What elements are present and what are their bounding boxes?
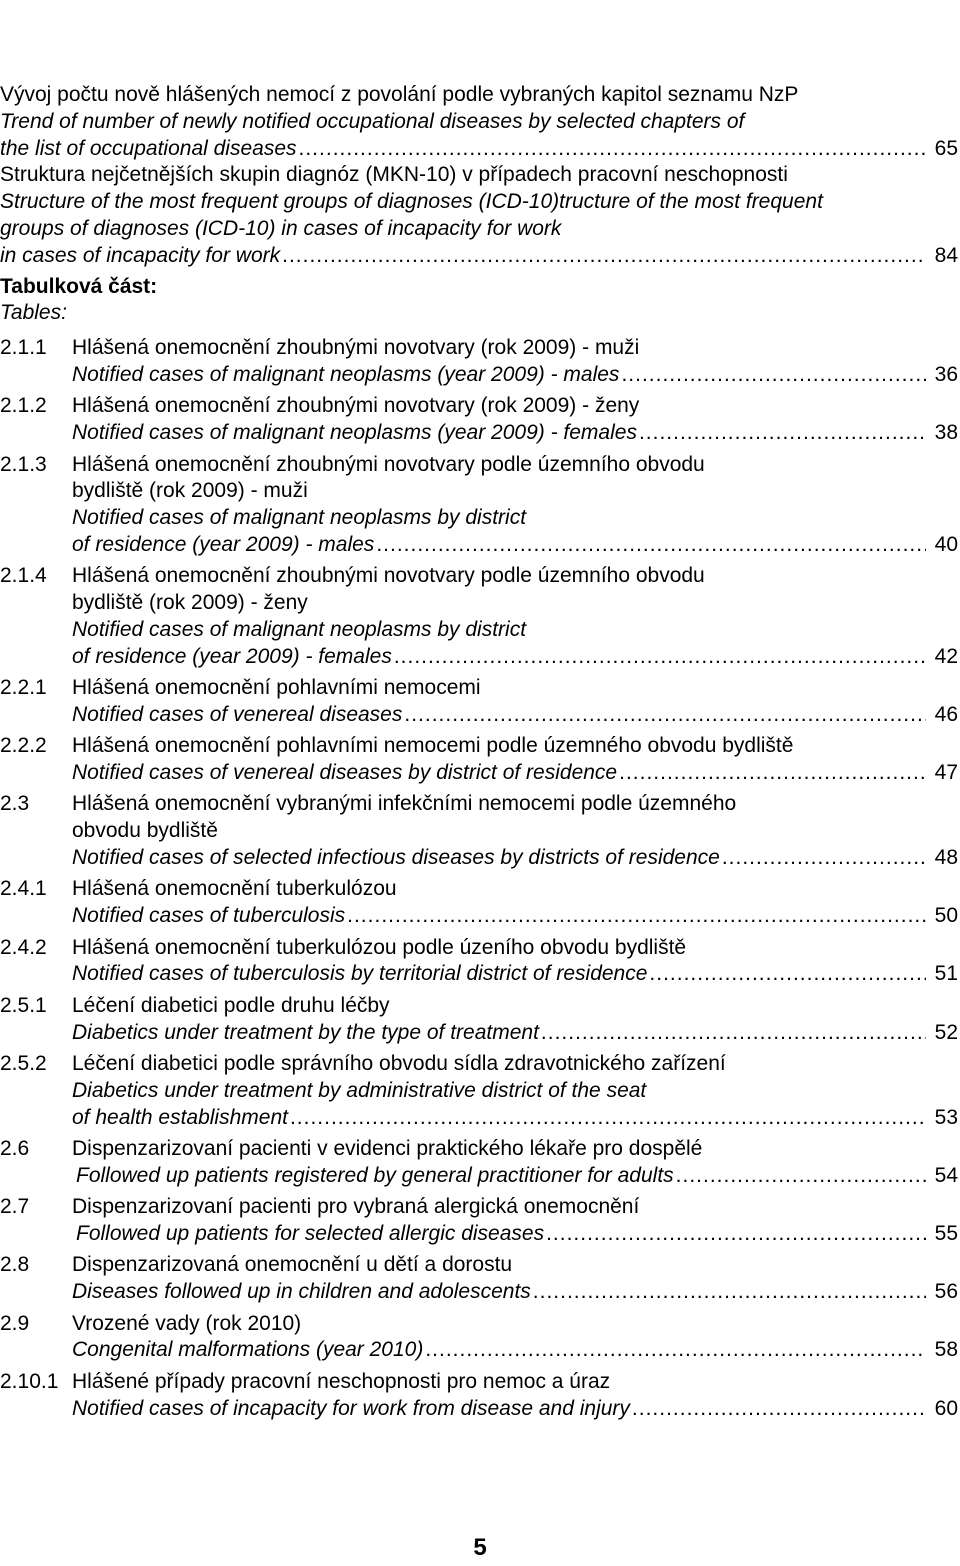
page-ref: 65	[934, 136, 958, 160]
entry-title-en-text: in cases of incapacity for work	[0, 243, 281, 267]
entry-title-en-last	[0, 136, 960, 163]
toc-entry-table[interactable]	[0, 993, 960, 1051]
table-number: 2.4.1	[0, 877, 47, 901]
page-ref: 50	[934, 904, 958, 928]
table-number: 2.3	[0, 792, 30, 816]
entry-title-cz: bydliště (rok 2009) - muži	[72, 479, 308, 503]
entry-title-cz: Hlášená onemocnění pohlavními nemocemi	[72, 676, 481, 700]
entry-title-en-text: Diabetics under treatment by the type of treatment	[72, 1020, 539, 1044]
entry-title-en-last	[72, 1396, 960, 1423]
entry-title-cz: Vrozené vady (rok 2010)	[72, 1311, 302, 1335]
entry-title-en-text: Notified cases of malignant neoplasms (year 2009) - females	[72, 421, 637, 445]
page-ref: 38	[934, 421, 958, 445]
entry-title-cz: Dispenzarizovaní pacienti pro vybraná alergická onemocnění	[72, 1195, 640, 1219]
entry-title-cz: Dispenzarizovaní pacienti v evidenci praktického lékaře pro dospělé	[72, 1137, 703, 1161]
page-ref: 51	[934, 962, 958, 986]
page-ref: 60	[934, 1396, 958, 1420]
entry-title-en-last	[72, 644, 960, 671]
running-header: Zdravotnická ročenka Hl. m. Prahy 2011	[592, 1, 948, 23]
entry-title-cz: bydliště (rok 2009) - ženy	[72, 591, 308, 615]
entry-title-en-last	[72, 1105, 960, 1132]
entry-title-en-text: Notified cases of malignant neoplasms (year 2009) - males	[72, 362, 620, 386]
table-number: 2.2.1	[0, 676, 47, 700]
entry-title-en: Structure of the most frequent groups of diagnoses (ICD-10)tructure of the most frequent	[0, 190, 823, 214]
table-number: 2.6	[0, 1137, 30, 1161]
entry-title-en-text: the list of occupational diseases	[0, 136, 297, 160]
page-ref: 42	[934, 644, 958, 668]
entry-title-cz: Léčení diabetici podle druhu léčby	[72, 993, 390, 1017]
entry-title-cz: Hlášená onemocnění zhoubnými novotvary (rok 2009) - ženy	[72, 394, 640, 418]
toc-entry-table[interactable]	[0, 1136, 960, 1194]
entry-title-en-last	[72, 420, 960, 447]
entry-title-en-last	[72, 845, 960, 872]
table-number: 2.5.1	[0, 993, 47, 1017]
dot-leader	[290, 1105, 926, 1132]
dot-leader	[639, 420, 926, 447]
dot-leader	[282, 243, 926, 270]
entry-title-en-text: of health establishment	[72, 1105, 288, 1129]
table-number: 2.1.3	[0, 452, 47, 476]
toc-entry-table[interactable]	[0, 1369, 960, 1427]
entry-title-cz: Hlášená onemocnění zhoubnými novotvary podle územního obvodu	[72, 564, 705, 588]
toc-entry-table[interactable]	[0, 876, 960, 934]
page-ref: 48	[934, 846, 958, 870]
table-number: 2.8	[0, 1253, 30, 1277]
section-heading-en: Tables:	[0, 301, 67, 325]
entry-title-en-text: of residence (year 2009) - females	[72, 644, 392, 668]
entry-title-cz: Hlášená onemocnění tuberkulózou podle úzeního obvodu bydliště	[72, 935, 687, 959]
entry-title-en-text: Notified cases of venereal diseases	[72, 702, 403, 726]
page-ref: 53	[934, 1105, 958, 1129]
entry-title-en: Trend of number of newly notified occupational diseases by selected chapters of	[0, 109, 745, 133]
table-number: 2.4.2	[0, 935, 47, 959]
entry-title-en-text: Notified cases of incapacity for work from disease and injury	[72, 1396, 630, 1420]
dot-leader	[299, 136, 926, 163]
entry-title-cz: Hlášená onemocnění zhoubnými novotvary (rok 2009) - muži	[72, 336, 640, 360]
entry-title-en-text: Followed up patients for selected allergic diseases	[76, 1222, 545, 1245]
toc-entry-table[interactable]	[0, 1051, 960, 1136]
dot-leader	[394, 644, 926, 671]
toc-entry-table[interactable]	[0, 452, 960, 564]
entry-title-en-last	[72, 362, 960, 389]
table-number: 2.1.2	[0, 394, 47, 418]
entry-title-en-last	[72, 1279, 960, 1306]
entry-title-en-last	[72, 1020, 960, 1047]
entry-title-en-last	[72, 903, 960, 930]
toc-entry-table[interactable]	[0, 791, 960, 876]
entry-title-cz: Vývoj počtu nově hlášených nemocí z povolání podle vybraných kapitol seznamu NzP	[0, 83, 799, 106]
dot-leader	[649, 961, 926, 988]
entry-title-en: Notified cases of malignant neoplasms by district	[72, 506, 527, 530]
entry-title-en-text: Notified cases of tuberculosis by territorial district of residence	[72, 962, 648, 986]
dot-leader	[722, 845, 926, 872]
entry-title-en: Notified cases of malignant neoplasms by district	[72, 617, 527, 641]
dot-leader	[619, 760, 926, 787]
toc-entry-table[interactable]	[0, 1194, 960, 1252]
section-heading-cz: Tabulková část:	[0, 274, 158, 298]
table-number: 2.2.2	[0, 734, 47, 758]
entry-title-cz: Léčení diabetici podle správního obvodu sídla zdravotnického zařízení	[72, 1052, 726, 1076]
entry-title-en-last	[76, 1221, 960, 1248]
page-ref: 47	[934, 761, 958, 785]
page-ref: 58	[934, 1338, 958, 1362]
table-number: 2.5.2	[0, 1052, 47, 1076]
dot-leader	[533, 1279, 926, 1306]
entry-title-en-text: Notified cases of tuberculosis	[72, 904, 346, 928]
entry-title-cz: Struktura nejčetnějších skupin diagnóz (MKN-10) v případech pracovní neschopnosti	[0, 163, 788, 187]
entry-title-en-text: Diseases followed up in children and adolescents	[72, 1280, 531, 1304]
table-of-contents	[0, 82, 960, 1427]
table-number: 2.9	[0, 1311, 30, 1335]
page-ref: 40	[934, 532, 958, 556]
page-ref: 56	[934, 1280, 958, 1304]
entry-title-en-text: Notified cases of selected infectious diseases by districts of residence	[72, 846, 720, 870]
entry-title-en-last	[72, 702, 960, 729]
table-number: 2.1.1	[0, 336, 47, 360]
toc-entry-table[interactable]	[0, 563, 960, 675]
entry-title-en: Diabetics under treatment by administrative district of the seat	[72, 1078, 647, 1102]
entry-title-en-last	[72, 1337, 960, 1364]
entry-title-en-last	[72, 532, 960, 559]
toc-entry-table[interactable]	[0, 675, 960, 733]
toc-entry-table[interactable]	[0, 935, 960, 993]
dot-leader	[347, 903, 926, 930]
table-number: 2.10.1	[0, 1369, 59, 1393]
table-number: 2.7	[0, 1195, 30, 1219]
toc-entry-table[interactable]	[0, 1311, 960, 1369]
table-number: 2.1.4	[0, 564, 47, 588]
page-ref: 46	[934, 702, 958, 726]
entry-title-cz: Hlášená onemocnění vybranými infekčními nemocemi podle územného	[72, 792, 737, 816]
entry-title-cz: Hlášená onemocnění zhoubnými novotvary podle územního obvodu	[72, 452, 705, 476]
entry-title-cz: Hlášená onemocnění pohlavními nemocemi podle územného obvodu bydliště	[72, 734, 794, 758]
toc-entry-table[interactable]	[0, 733, 960, 791]
toc-entry-occupational-diseases[interactable]	[0, 82, 960, 162]
page-ref: 84	[934, 243, 958, 267]
page-ref: 52	[934, 1020, 958, 1044]
page-ref: 36	[934, 362, 958, 386]
dot-leader	[676, 1163, 926, 1190]
toc-entry-table[interactable]	[0, 335, 960, 393]
dot-leader	[425, 1337, 926, 1364]
entry-title-en-last	[72, 760, 960, 787]
entry-title-en-last	[76, 1163, 960, 1190]
dot-leader	[621, 362, 926, 389]
toc-entry-table[interactable]	[0, 393, 960, 451]
entry-title-en-text: Followed up patients registered by general practitioner for adults	[76, 1163, 674, 1187]
entry-title-en-text: Notified cases of venereal diseases by district of residence	[72, 761, 618, 785]
page-number: 5	[473, 1534, 487, 1561]
entry-title-en-last	[72, 961, 960, 988]
page-ref: 55	[934, 1222, 958, 1245]
entry-title-en: groups of diagnoses (ICD-10) in cases of incapacity for work	[0, 216, 562, 240]
tables-list	[0, 335, 960, 1427]
dot-leader	[541, 1020, 926, 1047]
dot-leader	[404, 702, 926, 729]
toc-entry-table[interactable]	[0, 1252, 960, 1310]
entry-title-en-text: of residence (year 2009) - males	[72, 532, 375, 556]
entry-title-cz: Hlášená onemocnění tuberkulózou	[72, 877, 397, 901]
entry-title-cz: Hlášené případy pracovní neschopnosti pro nemoc a úraz	[72, 1369, 611, 1393]
entry-title-en-last	[0, 243, 960, 270]
entry-gap	[0, 1422, 960, 1427]
toc-entry-incapacity-structure[interactable]	[0, 162, 960, 269]
entry-title-en-text: Congenital malformations (year 2010)	[72, 1338, 424, 1362]
dot-leader	[632, 1396, 926, 1423]
dot-leader	[546, 1221, 926, 1248]
entry-title-cz: Dispenzarizovaná onemocnění u dětí a dorostu	[72, 1253, 513, 1277]
page-ref: 54	[934, 1163, 958, 1187]
dot-leader	[376, 532, 926, 559]
entry-title-cz: obvodu bydliště	[72, 819, 218, 843]
